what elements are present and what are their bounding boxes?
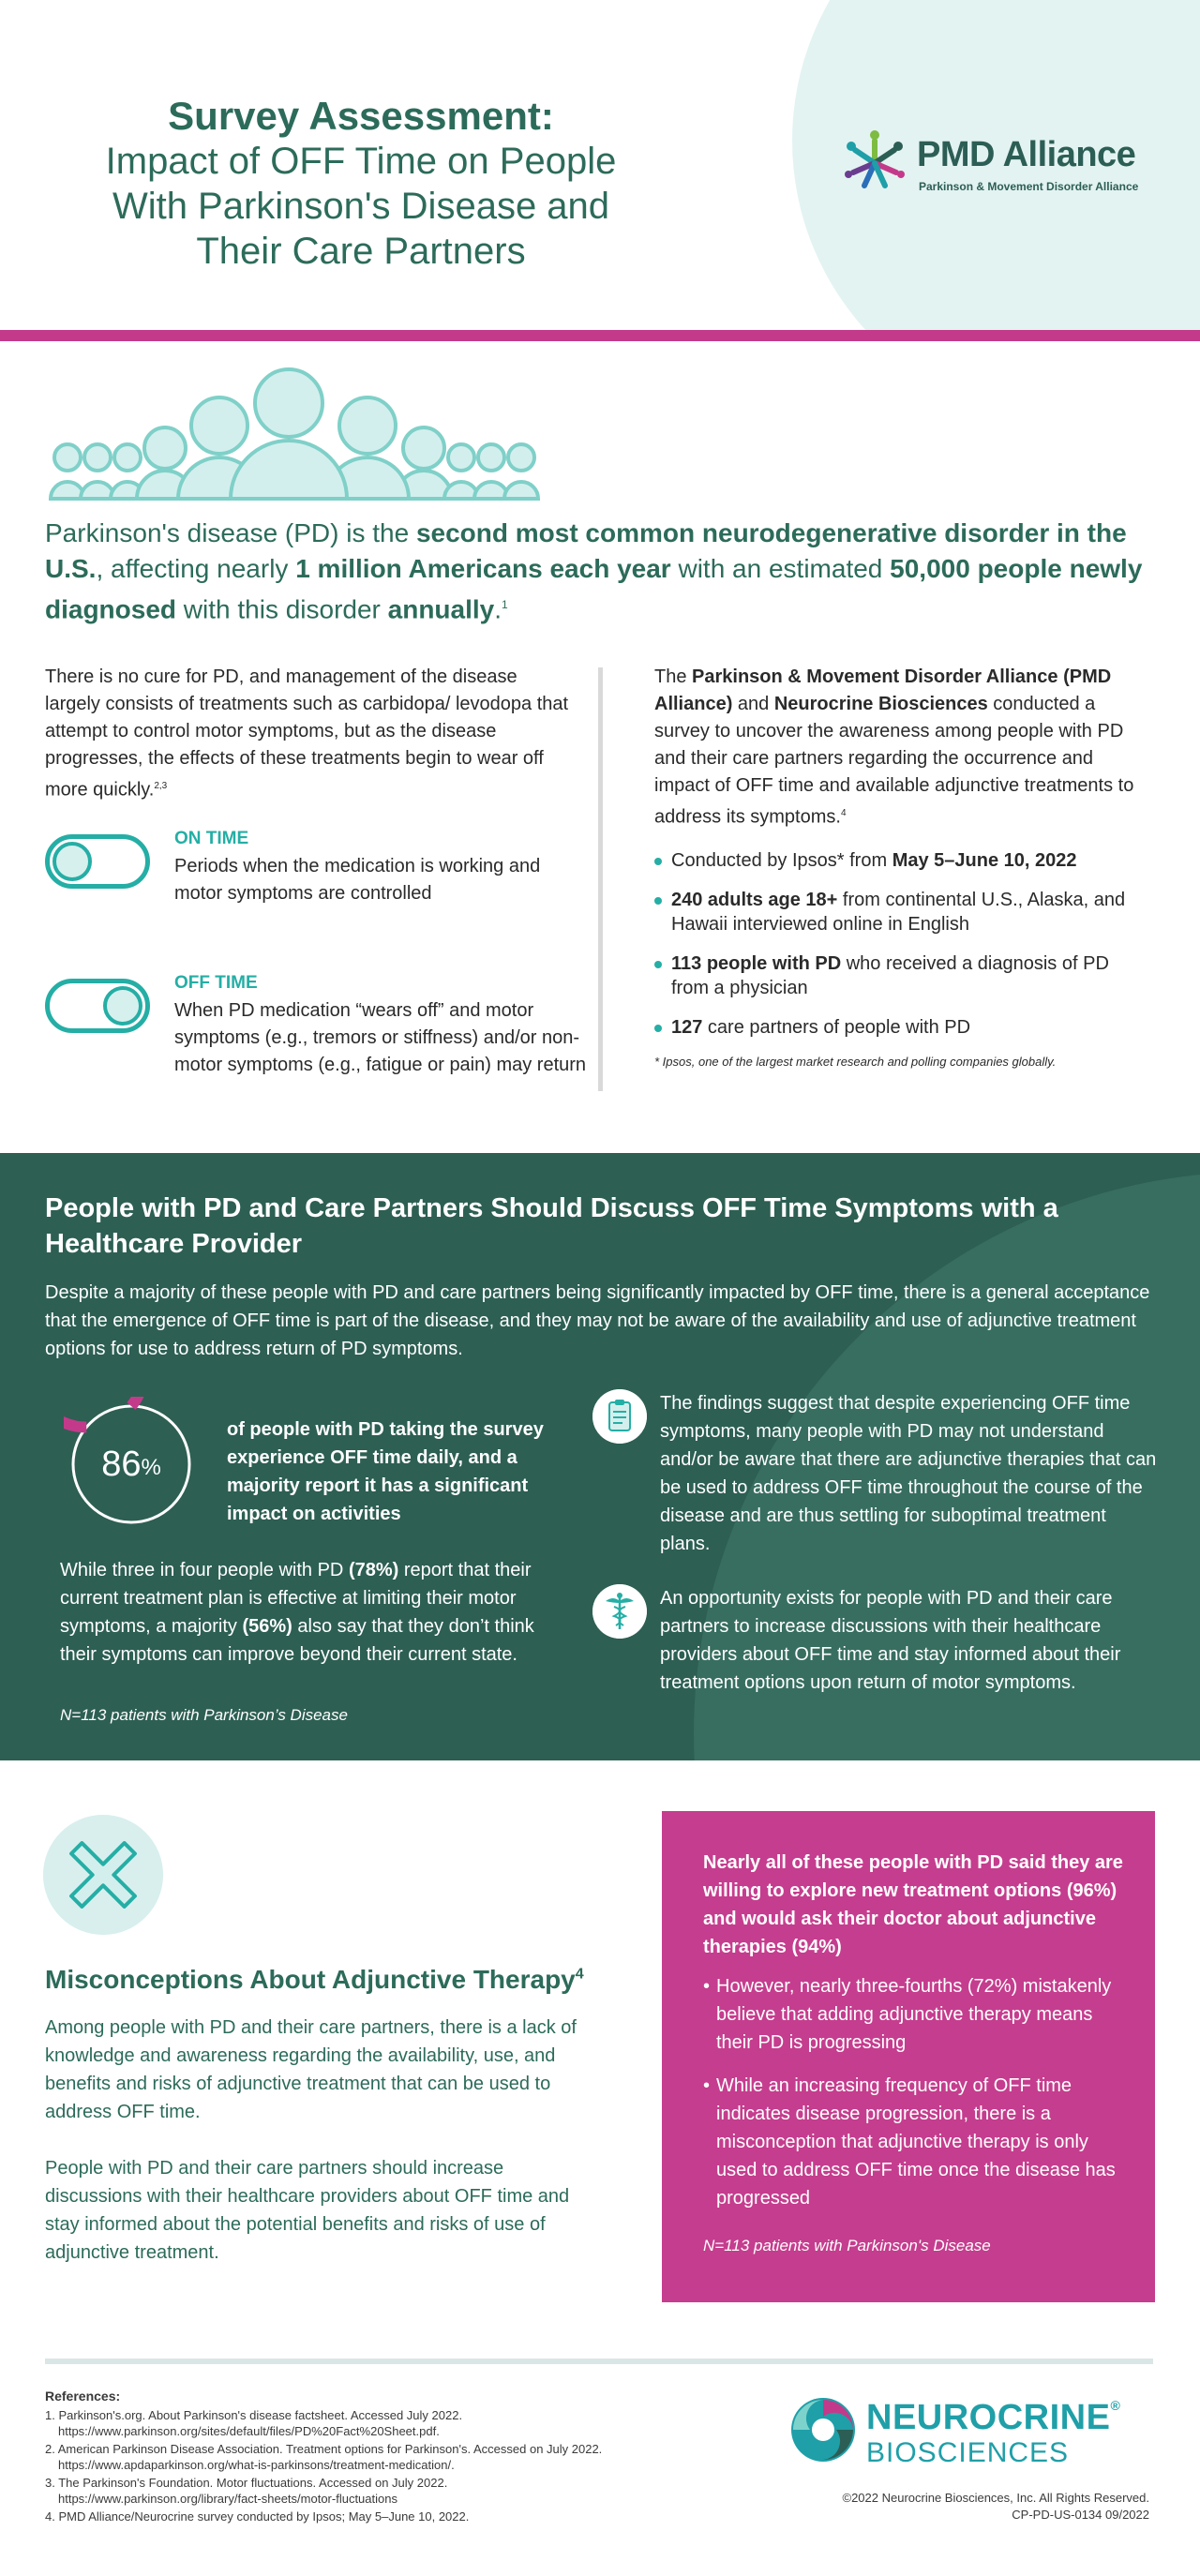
reference-item <box>45 2475 720 2507</box>
references-divider <box>45 2359 1153 2364</box>
callout-bullets <box>703 1972 1125 2227</box>
list-item <box>654 951 1142 1000</box>
lead-bold: 1 million Americans each year <box>295 554 671 583</box>
bullet-bold: 113 people with PD <box>671 952 842 974</box>
caduceus-icon <box>592 1584 647 1639</box>
on-time-desc: Periods when the medication is working and motor symptoms are controlled <box>174 855 541 904</box>
survey-text: conducted a survey to uncover the awareness among people with PD and their care partners regarding the occurrence and impact of OFF time and available adjunctive treatments to address its symptoms. <box>654 694 1134 828</box>
off-time-row <box>45 972 587 1123</box>
stat-value <box>64 1397 199 1532</box>
para-text: also say that they don’t think their symptoms can improve beyond their current state. <box>60 1616 534 1665</box>
treatment-paragraph <box>45 664 578 804</box>
misconceptions-title-text: Misconceptions About Adjunctive Therapy <box>45 1965 576 1994</box>
toggle-on-icon <box>45 834 150 889</box>
bullet-bold: 240 adults age 18+ <box>671 889 838 910</box>
trademark-symbol: ® <box>1110 2398 1121 2413</box>
misconceptions-paragraph-2: People with PD and their care partners should increase discussions with their healthcare providers about OFF time and stay informed about the potential benefits and risks of use of adjunctive treatment. <box>45 2158 570 2263</box>
finding-1-text: The findings suggest that despite experiencing OFF time symptoms, many people with PD may not understand and/or be aware that there are adjunctive therapies that can be used to address OFF time throughout the course of the disease and are thus settling for suboptimal treatment plans. <box>660 1393 1157 1554</box>
reference-text: 4. PMD Alliance/Neurocrine survey conducted by Ipsos; May 5–June 10, 2022. <box>45 2509 470 2524</box>
intro-lead-paragraph <box>45 516 1151 627</box>
stat-number: 86 <box>101 1444 142 1484</box>
survey-paragraph <box>654 664 1142 831</box>
neurocrine-logo[interactable] <box>789 2396 1164 2471</box>
lead-text: with an estimated <box>670 554 891 583</box>
list-item: • However, nearly three-fourths (72%) mistakenly believe that adding adjunctive therapy means their PD is progressing <box>703 1972 1125 2057</box>
para-text: report that their current treatment plan is effective at limiting their motor symptoms, a majority <box>60 1560 532 1637</box>
section-intro: Despite a majority of these people with PD and care partners being significantly impacted by OFF time, there is a general acceptance that the emergence of OFF time is part of the disease, and they may not be aware of the availability and use of adjunctive treatment options for use to address return of PD symptoms. <box>45 1282 1150 1359</box>
survey-text: The <box>654 666 693 687</box>
off-time-text <box>174 973 587 1079</box>
column-divider <box>598 667 603 1091</box>
reference-superscript: 4 <box>840 808 847 818</box>
logo-name: PMD Alliance <box>917 135 1136 174</box>
stat-unit: % <box>141 1455 161 1480</box>
bullet-bold: 127 <box>671 1016 703 1038</box>
lead-text: , affecting nearly <box>96 554 296 583</box>
header-divider-bar <box>0 330 1200 341</box>
people-group-icon <box>47 367 544 501</box>
document-code: CP-PD-US-0134 09/2022 <box>1012 2508 1149 2522</box>
on-time-title: ON TIME <box>174 828 249 848</box>
bullet-text: who received a diagnosis of PD from a physician <box>671 952 1109 998</box>
reference-text: 2. American Parkinson Disease Association. Treatment options for Parkinson's. Accessed on July 2022. <box>45 2442 603 2456</box>
reference-item <box>45 2407 720 2439</box>
survey-bold: Parkinson & Movement Disorder Alliance (PMD Alliance) <box>654 666 1112 714</box>
toggle-off-icon <box>45 979 150 1033</box>
reference-item <box>45 2509 720 2524</box>
reference-item <box>45 2441 720 2473</box>
off-time-desc: When PD medication “wears off” and motor symptoms (e.g., tremors or stiffness) and/or non-motor symptoms (e.g., fatigue or pain) may return <box>174 999 587 1075</box>
willingness-callout-box <box>662 1811 1155 2302</box>
lead-text: Parkinson's disease (PD) is the <box>45 518 416 547</box>
misconceptions-paragraph-1: Among people with PD and their care partners, there is a lack of knowledge and awareness regarding the availability, use, and benefits and risks of adjunctive treatment that can be used to address OFF time. <box>45 2017 577 2122</box>
reference-text: 3. The Parkinson's Foundation. Motor fluctuations. Accessed on July 2022. <box>45 2476 448 2490</box>
title-line-4: Their Care Partners <box>196 231 526 272</box>
title-line-3: With Parkinson's Disease and <box>112 186 610 227</box>
bullet-text: from continental U.S., Alaska, and Hawaii interviewed online in English <box>671 889 1126 935</box>
discussion-section <box>0 1153 1200 1760</box>
page-title <box>56 94 666 274</box>
list-item <box>654 848 1142 873</box>
logo-line-2: BIOSCIENCES <box>866 2437 1070 2468</box>
off-time-title: OFF TIME <box>174 972 258 993</box>
ipsos-footnote: * Ipsos, one of the largest market research and polling companies globally. <box>654 1054 1057 1069</box>
lead-bold: annually <box>387 594 495 624</box>
lead-bold: second most common neurodegenerative disorder in the U.S. <box>45 518 1127 583</box>
treatment-text: There is no cure for PD, and management of the disease largely consists of treatments such as carbidopa/ levodopa that attempt to control motor symptoms, but as the disease progresses, the effects of these treatments begin to wear off more quickly. <box>45 666 569 801</box>
logo-subtitle: Parkinson & Movement Disorder Alliance <box>919 180 1139 193</box>
logo-line-1-text: NEUROCRINE <box>866 2398 1111 2437</box>
survey-bold: Neurocrine Biosciences <box>773 694 988 714</box>
logo-line-1 <box>866 2398 1120 2438</box>
copyright-text: ©2022 Neurocrine Biosciences, Inc. All Rights Reserved. <box>842 2491 1149 2505</box>
survey-text: and <box>732 694 774 714</box>
callout-sample-note: N=113 patients with Parkinson's Disease <box>703 2237 991 2254</box>
title-line-2: Impact of OFF Time on People <box>105 141 617 182</box>
reference-url[interactable]: https://www.parkinson.org/sites/default/files/PD%20Fact%20Sheet.pdf. <box>58 2424 440 2438</box>
bullet-text: Conducted by Ipsos* from <box>671 849 892 871</box>
pmd-alliance-people-icon <box>844 129 906 191</box>
lead-text: with this disorder <box>176 594 388 624</box>
finding-2-text: An opportunity exists for people with PD and their care partners to increase discussions with their healthcare providers about OFF time and stay informed about their treatment options upon return of motor symptoms. <box>660 1588 1121 1693</box>
para-bold: (56%) <box>242 1616 292 1637</box>
copyright <box>778 2490 1149 2524</box>
stat-description: of people with PD taking the survey experience OFF time daily, and a majority report it has a significant impact on activities <box>227 1419 544 1524</box>
lead-text: . <box>494 594 502 624</box>
reference-superscript: 1 <box>502 598 508 611</box>
references <box>45 2389 720 2526</box>
para-text: While three in four people with PD <box>60 1560 349 1580</box>
right-column <box>654 664 1142 1069</box>
pmd-alliance-logo[interactable] <box>844 129 1162 204</box>
treatment-effectiveness-paragraph <box>60 1556 566 1669</box>
reference-superscript: 4 <box>575 1966 584 1983</box>
para-bold: (78%) <box>348 1560 399 1580</box>
list-item <box>654 888 1142 936</box>
title-line-1: Survey Assessment: <box>168 94 554 138</box>
left-column <box>45 664 587 1123</box>
reference-url[interactable]: https://www.apdaparkinson.org/what-is-parkinsons/treatment-medication/. <box>58 2458 455 2472</box>
on-time-row <box>45 829 578 969</box>
x-cross-icon <box>43 1815 163 1935</box>
sample-note: N=113 patients with Parkinson’s Disease <box>60 1706 348 1724</box>
list-item: • While an increasing frequency of OFF time indicates disease progression, there is a misconception that adjunctive therapy is only used to address OFF time once the disease has progressed <box>703 2072 1125 2212</box>
lead-bold: 50,000 people newly diagnosed <box>45 554 1143 624</box>
bullet-bold: May 5–June 10, 2022 <box>892 849 1077 871</box>
reference-superscript: 2,3 <box>154 781 168 791</box>
bullet-text: care partners of people with PD <box>702 1016 971 1038</box>
survey-bullets <box>654 848 1142 1040</box>
clipboard-icon <box>592 1389 647 1444</box>
reference-url[interactable]: https://www.parkinson.org/library/fact-sheets/motor-fluctuations <box>58 2492 398 2506</box>
callout-heading: Nearly all of these people with PD said they are willing to explore new treatment options (96%) and would ask their doctor about adjunctive therapies (94%) <box>703 1852 1123 1957</box>
on-time-text <box>174 829 587 907</box>
misconceptions-title <box>45 1965 584 1995</box>
references-list <box>45 2407 720 2524</box>
neurocrine-swirl-icon <box>789 2396 857 2464</box>
reference-text: 1. Parkinson's.org. About Parkinson's disease factsheet. Accessed July 2022. <box>45 2408 463 2422</box>
section-heading: People with PD and Care Partners Should Discuss OFF Time Symptoms with a Healthcare Provider <box>45 1193 1058 1259</box>
header <box>0 0 1200 330</box>
references-title: References: <box>45 2389 121 2404</box>
list-item <box>654 1015 1142 1040</box>
